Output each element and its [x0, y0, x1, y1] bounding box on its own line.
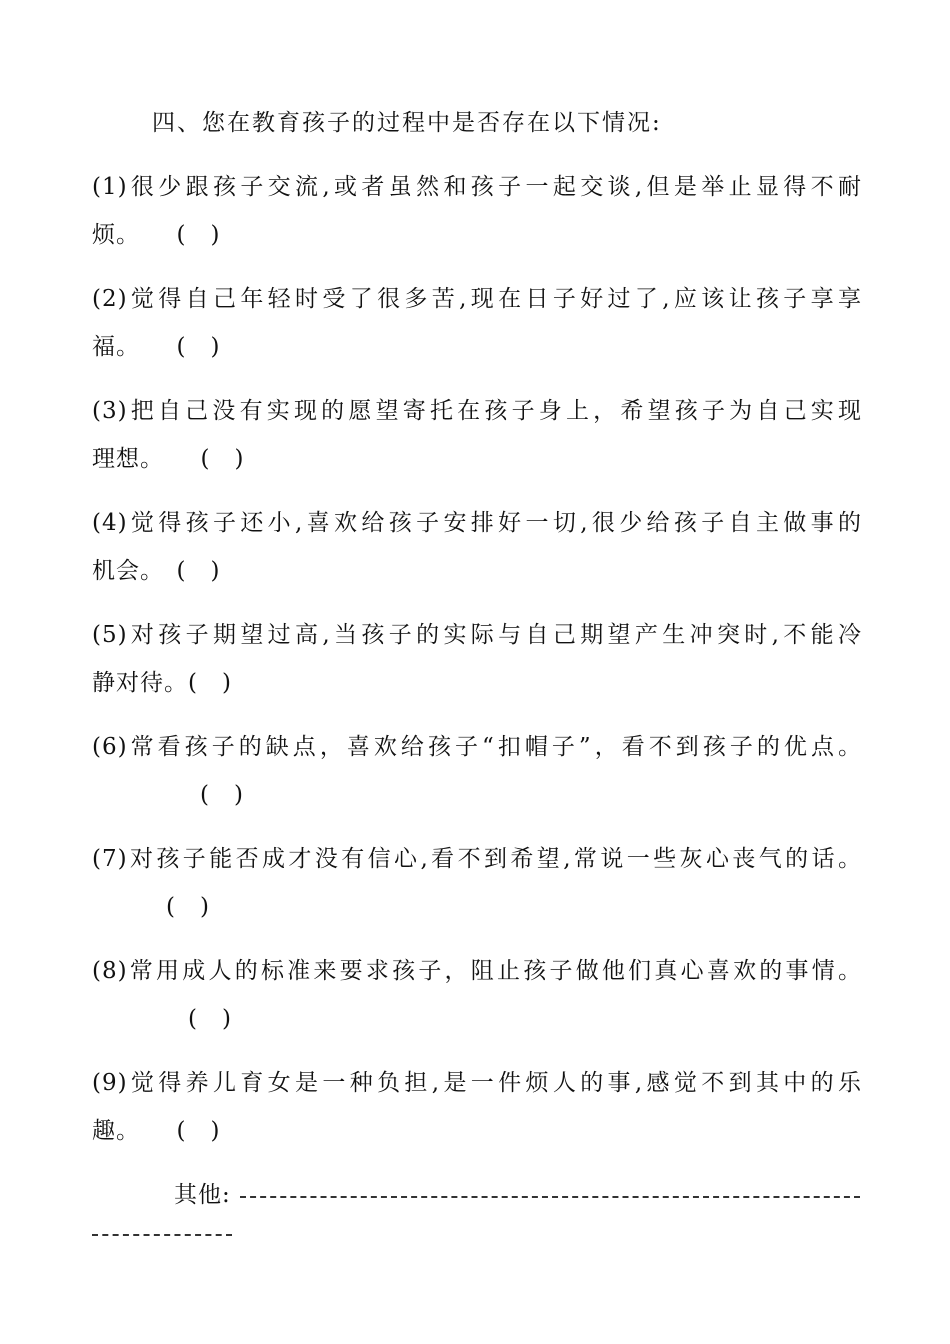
question-item-5-line1: (5)对孩子期望过高,当孩子的实际与自己期望产生冲突时,不能冷 — [92, 622, 862, 648]
question-item-8-line1: (8)常用成人的标准来要求孩子，阻止孩子做他们真心喜欢的事情。 — [92, 958, 862, 984]
question-item-9-line2: 趣。 ( ) — [92, 1118, 221, 1144]
section-heading: 四、您在教育孩子的过程中是否存在以下情况: — [152, 110, 662, 136]
question-item-6-line2: ( ) — [200, 782, 244, 808]
question-item-3-line1: (3)把自己没有实现的愿望寄托在孩子身上，希望孩子为自己实现 — [92, 398, 862, 424]
question-item-2-line2: 福。 ( ) — [92, 334, 221, 360]
question-item-6-line1: (6)常看孩子的缺点，喜欢给孩子“扣帽子”，看不到孩子的优点。 — [92, 734, 862, 760]
question-item-9-line1: (9)觉得养儿育女是一种负担,是一件烦人的事,感觉不到其中的乐 — [92, 1070, 862, 1096]
question-item-4-line1: (4)觉得孩子还小,喜欢给孩子安排好一切,很少给孩子自主做事的 — [92, 510, 862, 536]
other-label: 其他: — [174, 1182, 231, 1208]
question-item-8-line2: ( ) — [188, 1006, 232, 1032]
question-item-5-line2: 静对待。( ) — [92, 670, 232, 696]
question-item-3-line2: 理想。 ( ) — [92, 446, 245, 472]
other-answer-line-continued — [92, 1234, 232, 1236]
other-answer-line — [240, 1196, 860, 1198]
question-item-2-line1: (2)觉得自己年轻时受了很多苦,现在日子好过了,应该让孩子享享 — [92, 286, 862, 312]
question-item-1-line1: (1)很少跟孩子交流,或者虽然和孩子一起交谈,但是举止显得不耐 — [92, 174, 862, 200]
question-item-7-line2: ( ) — [166, 894, 210, 920]
question-item-1-line2: 烦。 ( ) — [92, 222, 221, 248]
question-item-4-line2: 机会。 ( ) — [92, 558, 221, 584]
question-item-7-line1: (7)对孩子能否成才没有信心,看不到希望,常说一些灰心丧气的话。 — [92, 846, 862, 872]
